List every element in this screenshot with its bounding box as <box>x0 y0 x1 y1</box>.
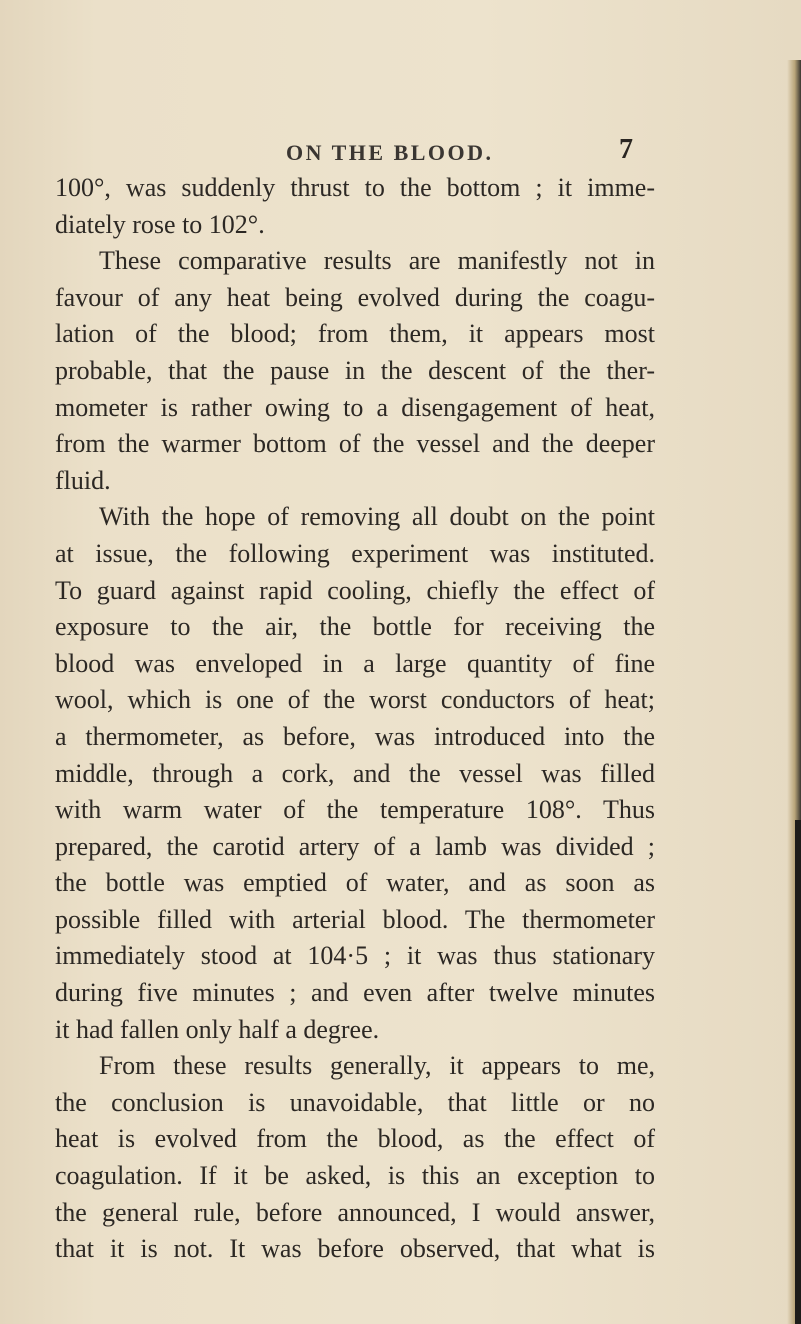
text-line: wool, which is one of the worst conductors of heat; <box>55 685 655 715</box>
text-line: middle, through a cork, and the vessel was filled <box>55 758 655 788</box>
text-line: 100°, was suddenly thrust to the bottom ; it imme- <box>55 173 655 202</box>
page-header <box>0 134 801 170</box>
page-edge-dark <box>795 820 801 1324</box>
text-line: immediately stood at 104·5 ; it was thus stationary <box>55 941 655 971</box>
text-line: exposure to the air, the bottle for receiving the <box>55 612 655 642</box>
body-text <box>55 170 655 1268</box>
text-line: possible filled with arterial blood. The thermometer <box>55 904 655 934</box>
text-line: the general rule, before announced, I would answer, <box>55 1197 655 1227</box>
text-line: the bottle was emptied of water, and as soon as <box>55 868 655 898</box>
running-head: ON THE BLOOD. <box>286 140 494 165</box>
text-line: To guard against rapid cooling, chiefly the effect of <box>55 575 655 605</box>
text-line: it had fallen only half a degree. <box>55 1014 380 1044</box>
text-line: with warm water of the temperature 108°. Thus <box>55 795 655 825</box>
text-line: favour of any heat being evolved during the coagu- <box>55 282 655 312</box>
text-line: With the hope of removing all doubt on the point <box>99 502 655 532</box>
text-line: at issue, the following experiment was instituted. <box>55 538 655 568</box>
page-number: 7 <box>619 134 633 165</box>
text-line: coagulation. If it be asked, is this an exception to <box>55 1161 655 1191</box>
text-line: that it is not. It was before observed, that what is <box>55 1234 655 1264</box>
text-line: heat is evolved from the blood, as the effect of <box>55 1124 655 1154</box>
text-line: from the warmer bottom of the vessel and the deeper <box>55 429 655 459</box>
text-line: These comparative results are manifestly not in <box>99 246 655 276</box>
text-line: a thermometer, as before, was introduced into the <box>55 721 655 751</box>
text-line: prepared, the carotid artery of a lamb was divided ; <box>55 831 655 861</box>
text-line: fluid. <box>55 465 111 495</box>
text-line: diately rose to 102°. <box>55 209 265 239</box>
text-line: mometer is rather owing to a disengagement of heat, <box>55 392 655 422</box>
text-line: the conclusion is unavoidable, that little or no <box>55 1087 655 1117</box>
text-line: blood was enveloped in a large quantity of fine <box>55 648 655 678</box>
text-line: From these results generally, it appears to me, <box>99 1051 655 1081</box>
text-line: lation of the blood; from them, it appears most <box>55 319 655 349</box>
text-line: during five minutes ; and even after twelve minutes <box>55 978 655 1008</box>
text-line: probable, that the pause in the descent of the ther- <box>55 355 655 385</box>
